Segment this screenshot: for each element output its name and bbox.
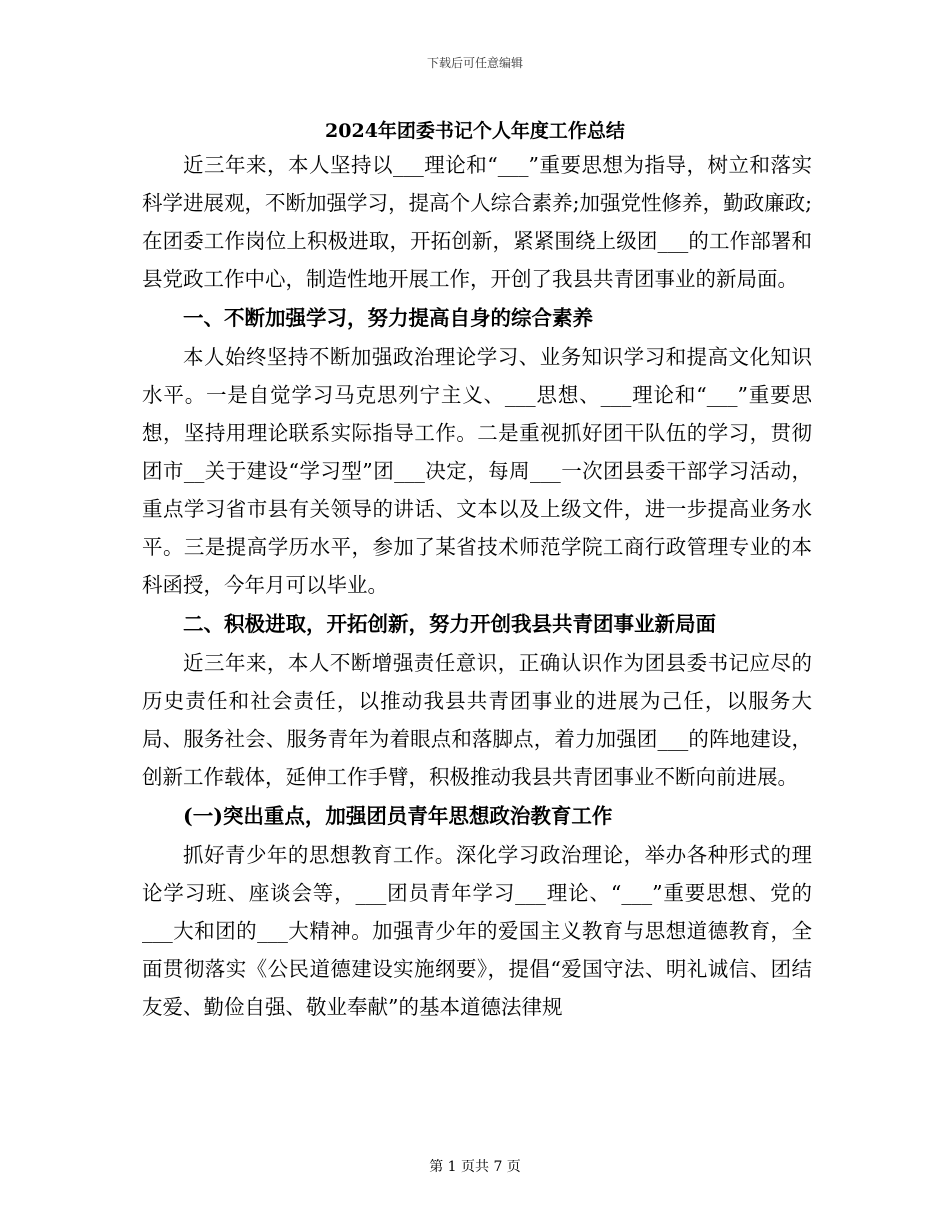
paragraph: 近三年来，本人不断增强责任意识，正确认识作为团县委书记应尽的历史责任和社会责任，以推动我县共青团事业的进展为己任，以服务大局、服务社会、服务青年为着眼点和落脚点，着力加强团___的阵地建设，创新工作载体，延伸工作手臂，积极推动我县共青团事业不断向前进展。 (142, 651, 812, 789)
paragraph: 抓好青少年的思想教育工作。深化学习政治理论，举办各种形式的理论学习班、座谈会等，___团员青年学习___理论、“___”重要思想、党的___大和团的___大精神。加强青少年的爱国主义教育与思想道德教育，全面贯彻落实《公民道德建设实施纲要》，提倡“爱国守法、明礼诚信、团结友爱、勤俭自强、敬业奉献”的基本道德法律规 (142, 843, 812, 1019)
page-footer: 第 1 页共 7 页 (429, 1159, 521, 1175)
section-heading: 二、积极进取，开拓创新，努力开创我县共青团事业新局面 (183, 612, 716, 636)
document-title: 2024年团委书记个人年度工作总结 (325, 120, 625, 142)
subsection-heading: (一)突出重点，加强团员青年思想政治教育工作 (183, 804, 613, 828)
page-header: 下载后可任意编辑 (426, 56, 523, 70)
section-heading: 一、不断加强学习，努力提高自身的综合素养 (183, 306, 593, 330)
document-body (142, 146, 812, 1026)
paragraph: 本人始终坚持不断加强政治理论学习、业务知识学习和提高文化知识水平。一是自觉学习马克思列宁主义、___思想、___理论和“___”重要思想，坚持用理论联系实际指导工作。二是重视抓好团干队伍的学习，贯彻团市__关于建设“学习型”团___决定，每周___一次团县委干部学习活动，重点学习省市县有关领导的讲话、文本以及上级文件，进一步提高业务水平。三是提高学历水平，参加了某省技术师范学院工商行政管理专业的本科函授，今年月可以毕业。 (142, 345, 812, 597)
paragraph: 近三年来，本人坚持以___理论和“___”重要思想为指导，树立和落实科学进展观，不断加强学习，提高个人综合素养;加强党性修养，勤政廉政;在团委工作岗位上积极进取，开拓创新，紧紧围绕上级团___的工作部署和县党政工作中心，制造性地开展工作，开创了我县共青团事业的新局面。 (142, 153, 812, 291)
